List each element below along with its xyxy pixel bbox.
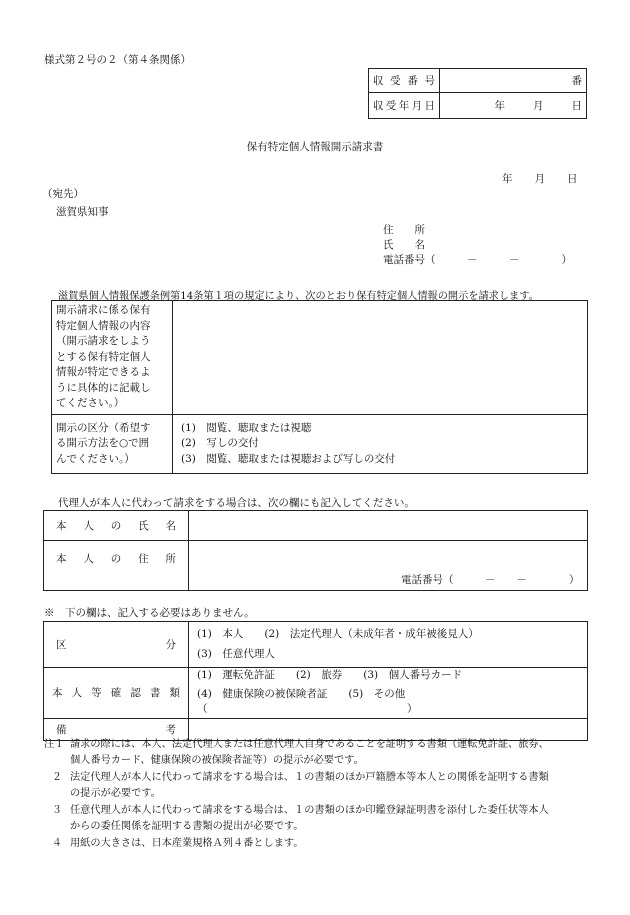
- request-table: [51, 300, 588, 474]
- method-option-3[interactable]: (3) 閲覧、聴取または視聴および写しの交付: [181, 452, 396, 465]
- category-label: 区 分: [44, 622, 189, 668]
- request-date: 年 月 日: [502, 173, 578, 185]
- addressee-prefix: （宛先）: [42, 188, 84, 200]
- agent-intro: 代理人が本人に代わって請求をする場合は、次の欄にも記入してください。: [58, 497, 415, 509]
- note-4: ４ 用紙の大きさは、日本産業規格Ａ列４番とします。: [51, 838, 304, 849]
- intro-text: 滋賀県個人情報保護条例第14条第１項の規定により、次のとおり保有特定個人情報の開示を請求します。: [58, 291, 539, 302]
- receipt-table: [368, 68, 587, 119]
- receipt-number-label: 収 受 番 号: [369, 69, 440, 93]
- content-input[interactable]: [173, 301, 588, 415]
- principal-phone-label: 電話番号（ － － ）: [401, 574, 580, 586]
- note-3: ３ 任意代理人が本人に代わって請求をする場合は、１の書類のほか印鑑登録証明書を添付した委任状等本人 からの委任関係を証明する書類の提出が必要です。: [51, 805, 549, 832]
- method-options[interactable]: [173, 415, 588, 474]
- category-options: (1) 本人 (2) 法定代理人（未成年者・成年被後見人） (3) 任意代理人: [189, 622, 588, 668]
- requester-address-label: 住 所: [383, 224, 425, 236]
- form-number: 様式第２号の２（第４条関係）: [44, 54, 191, 66]
- content-label: 開示請求に係る保有 特定個人情報の内容 （開示請求をしよう とする保有特定個人 情報が特定できるよ うに具体的に記載し てください。）: [52, 301, 173, 415]
- id-docs-label: 本 人 等 確 認 書 類: [44, 668, 189, 719]
- note-1: 注１ 請求の際には、本人、法定代理人または任意代理人自身であることを証明する書類（運転免許証、旅券、 個人番号カード、健康保険の被保険者証等）の提示が必要です。: [44, 739, 549, 766]
- remarks-label: 備 考: [44, 718, 189, 740]
- principal-address-label: 本 人 の 住 所: [44, 541, 189, 591]
- addressee-name: 滋賀県知事: [56, 206, 109, 218]
- principal-address-input[interactable]: [189, 541, 588, 591]
- requester-name-label: 氏 名: [383, 239, 425, 251]
- principal-name-label: 本 人 の 氏 名: [44, 511, 189, 541]
- page-title: 保有特定個人情報開示請求書: [246, 141, 384, 153]
- requester-phone-label: 電話番号（ － － ）: [383, 254, 572, 266]
- receipt-date-label: 収 受 年 月 日: [369, 93, 440, 119]
- note-2: ２ 法定代理人が本人に代わって請求をする場合は、１の書類のほか戸籍謄本等本人との関係を証明する書類 の提示が必要です。: [51, 772, 549, 799]
- method-label: 開示の区分（希望す る開示方法を○で囲 んでください。）: [52, 415, 173, 474]
- method-option-1[interactable]: (1) 閲覧、聴取または視聴: [181, 421, 312, 434]
- agent-table: [43, 510, 588, 591]
- receipt-date-value[interactable]: 年 月 日: [440, 93, 587, 119]
- principal-name-input[interactable]: [189, 511, 588, 541]
- id-docs-options: (1) 運転免許証 (2) 旅券 (3) 個人番号カード (4) 健康保険の被保険者証 (5) その他（ ）: [189, 668, 588, 719]
- receipt-number-value[interactable]: 番: [440, 69, 587, 93]
- office-note: ※ 下の欄は、記入する必要はありません。: [44, 607, 255, 619]
- notes: [44, 737, 549, 852]
- method-option-2[interactable]: (2) 写しの交付: [181, 437, 259, 450]
- office-table: [43, 621, 588, 741]
